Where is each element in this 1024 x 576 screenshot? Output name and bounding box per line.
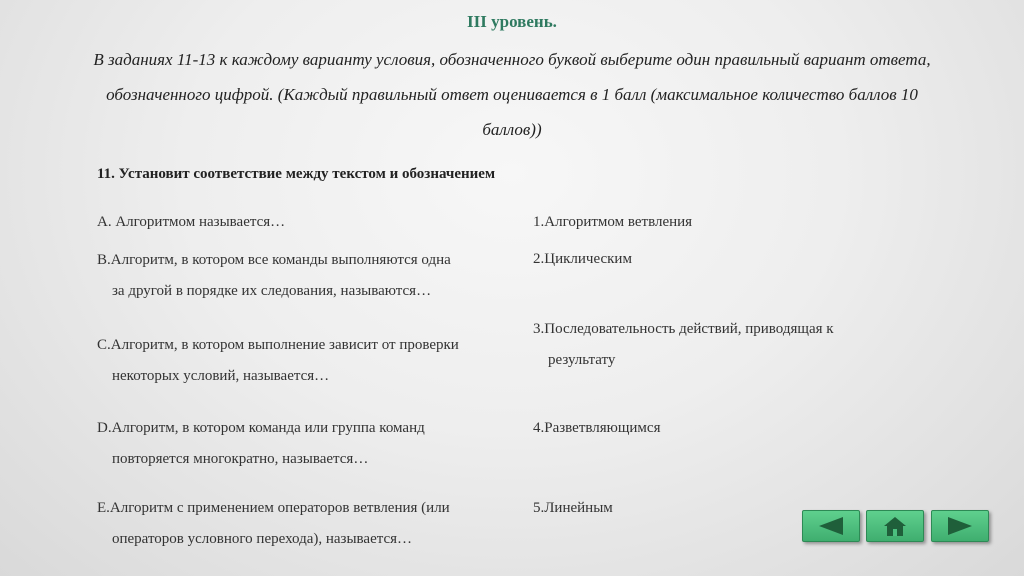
task-instructions — [30, 42, 994, 147]
home-icon — [877, 514, 913, 538]
left-item-e-text: E.Алгоритм с применением операторов ветвления (или — [97, 500, 450, 516]
instructions-line-2: обозначенного цифрой. (Каждый правильный ответ оценивается в 1 балл (максимальное количество баллов 10 — [106, 85, 918, 104]
answer-item-5-text: 5.Линейным — [533, 500, 613, 516]
left-item-b-text: B.Алгоритм, в котором все команды выполняются одна — [97, 252, 451, 268]
arrow-right-icon — [942, 515, 978, 537]
instructions-line-1: В заданиях 11-13 к каждому варианту условия, обозначенного буквой выберите один правильный вариант ответа, — [93, 50, 931, 69]
slide-title: III уровень. — [467, 12, 557, 31]
left-item-a — [97, 207, 517, 238]
left-item-a-text: A. Алгоритмом называется… — [97, 214, 286, 230]
answer-item-3-text: 3.Последовательность действий, приводящая к — [533, 321, 834, 337]
question-heading: 11. Установит соответствие между текстом и обозначением — [97, 166, 496, 182]
answer-item-1 — [533, 207, 913, 238]
answer-item-3 — [533, 314, 913, 376]
answer-item-4 — [533, 413, 913, 444]
previous-slide-button[interactable] — [802, 510, 860, 542]
left-item-e — [97, 493, 517, 555]
next-slide-button[interactable] — [931, 510, 989, 542]
left-item-b — [97, 245, 517, 307]
answer-item-1-text: 1.Алгоритмом ветвления — [533, 214, 693, 230]
left-item-d — [97, 413, 517, 475]
answer-item-3-continuation: результату — [548, 352, 616, 368]
answer-item-2-text: 2.Циклическим — [533, 251, 632, 267]
home-button[interactable] — [866, 510, 924, 542]
instructions-line-3: баллов)) — [482, 120, 542, 139]
left-item-d-text: D.Алгоритм, в котором команда или группа команд — [97, 420, 425, 436]
left-item-b-continuation: за другой в порядке их следования, называются… — [112, 283, 432, 299]
left-item-c-text: C.Алгоритм, в котором выполнение зависит от проверки — [97, 337, 459, 353]
left-item-c-continuation: некоторых условий, называется… — [112, 368, 330, 384]
left-item-c — [97, 330, 517, 392]
left-item-e-continuation: операторов условного перехода), называется… — [112, 531, 413, 547]
left-item-d-continuation: повторяется многократно, называется… — [112, 451, 369, 467]
answer-item-2 — [533, 244, 913, 275]
answer-item-4-text: 4.Разветвляющимся — [533, 420, 661, 436]
arrow-left-icon — [813, 515, 849, 537]
